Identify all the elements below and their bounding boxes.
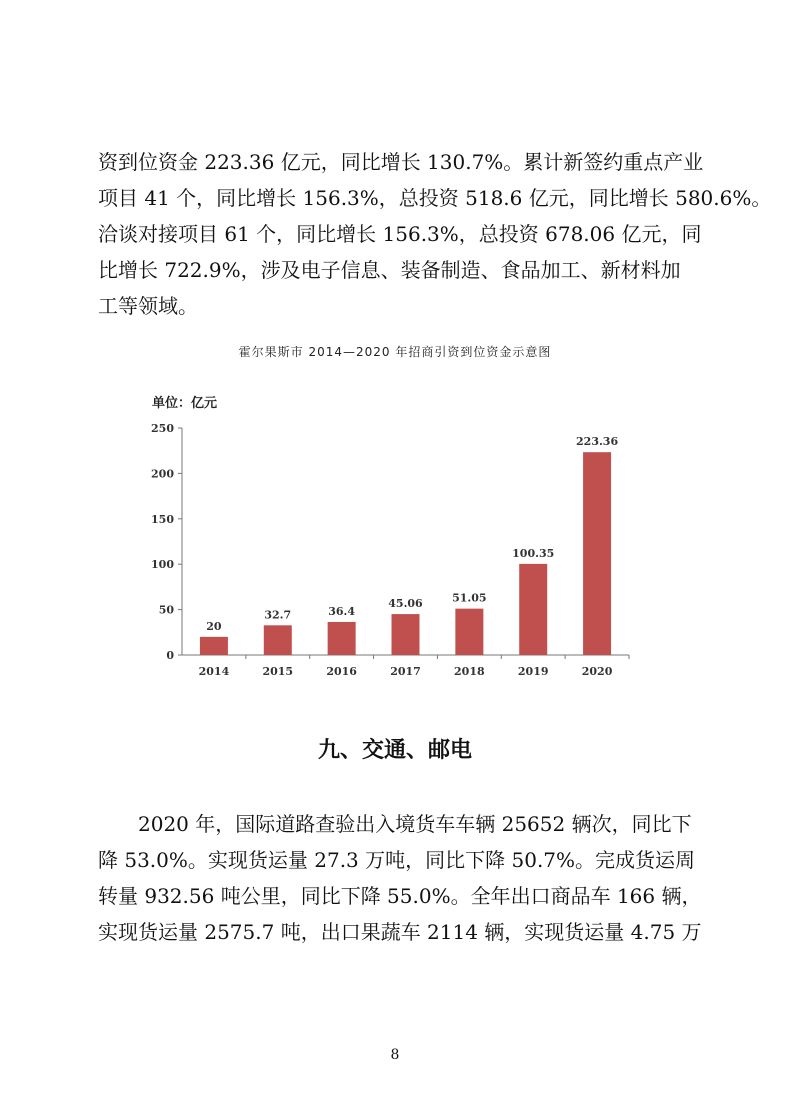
page-number: 8 — [390, 1047, 400, 1063]
text-line: 项目 41 个，同比增长 156.3%，总投资 518.6 亿元，同比增长 580.6%。 — [98, 186, 772, 210]
chart-title: 霍尔果斯市 2014—2020 年招商引资到位资金示意图 — [238, 345, 552, 359]
y-tick-label: 200 — [151, 467, 174, 481]
bar — [200, 637, 228, 655]
unit-label: 单位：亿元 — [152, 396, 218, 411]
bar-value-label: 51.05 — [452, 591, 487, 605]
text-line: 降 53.0%。实现货运量 27.3 万吨，同比下降 50.7%。完成货运周 — [98, 848, 696, 872]
y-tick-label: 250 — [151, 422, 174, 435]
bar-value-label: 45.06 — [388, 597, 423, 611]
bar-value-label: 32.7 — [264, 608, 292, 622]
x-tick-label: 2020 — [581, 665, 613, 678]
bar — [583, 452, 611, 655]
x-tick-label: 2015 — [262, 665, 294, 678]
bar — [264, 625, 292, 655]
y-tick-label: 100 — [151, 558, 174, 572]
text-line: 洽谈对接项目 61 个，同比增长 156.3%，总投资 678.06 亿元，同 — [98, 222, 702, 246]
bar-value-label: 223.36 — [576, 435, 619, 449]
bar — [519, 564, 547, 655]
y-tick-label: 0 — [166, 649, 174, 662]
x-tick-label: 2017 — [390, 665, 421, 678]
bar — [455, 609, 483, 655]
x-tick-label: 2018 — [454, 665, 485, 678]
bar-chart — [144, 382, 636, 682]
text-line: 实现货运量 2575.7 吨，出口果蔬车 2114 辆，实现货运量 4.75 万 — [98, 920, 702, 944]
text-line: 2020 年，国际道路查验出入境货车车辆 25652 辆次，同比下 — [138, 812, 692, 836]
bar — [392, 614, 420, 655]
text-line: 资到位资金 223.36 亿元，同比增长 130.7%。累计新签约重点产业 — [98, 150, 704, 174]
bar-chart-svg — [144, 382, 636, 682]
y-tick-label: 150 — [151, 512, 174, 526]
section-heading: 九、交通、邮电 — [317, 738, 472, 763]
bar-value-label: 36.4 — [328, 604, 356, 618]
x-tick-label: 2014 — [198, 665, 230, 678]
bar-value-label: 100.35 — [512, 546, 555, 560]
bar — [328, 622, 356, 655]
x-tick-label: 2019 — [517, 665, 549, 678]
x-tick-label: 2016 — [326, 665, 357, 678]
text-line: 转量 932.56 吨公里，同比下降 55.0%。全年出口商品车 166 辆， — [98, 884, 702, 908]
bar-value-label: 20 — [206, 619, 222, 633]
paragraph-investment — [98, 144, 772, 324]
y-tick-label: 50 — [158, 603, 174, 617]
paragraph-transport — [98, 806, 702, 950]
text-line: 工等领域。 — [98, 294, 198, 318]
text-line: 比增长 722.9%，涉及电子信息、装备制造、食品加工、新材料加 — [98, 258, 681, 282]
